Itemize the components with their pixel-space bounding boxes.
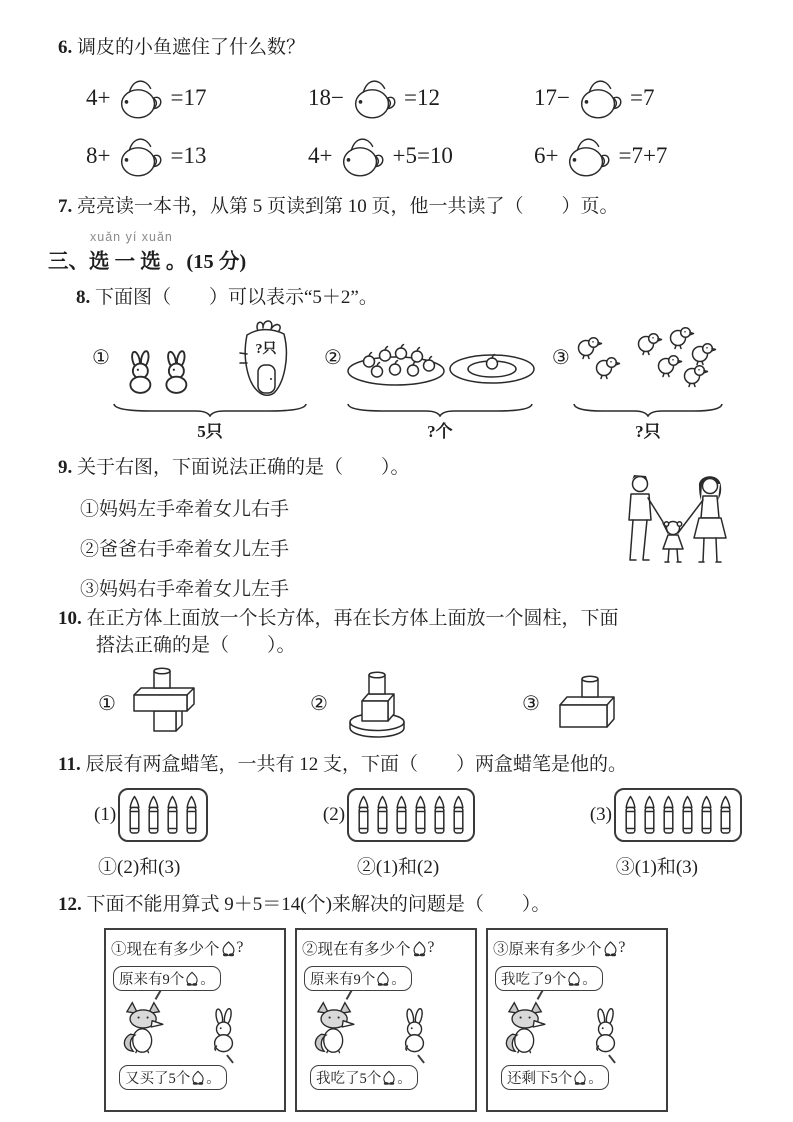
fish-equations [86,75,745,179]
fish-equation-4 [86,133,308,179]
q8-option-3-picture [572,319,724,442]
q8-option-1 [92,319,308,442]
peach-icon [566,971,582,986]
question-12-title [58,891,745,918]
bubble-text: 原来有9个 [119,972,185,988]
question-10-text-line2: 搭法正确的是（ ）。 [96,635,296,656]
bubble-text: 原来有9个 [310,972,376,988]
equation-right: =12 [403,85,440,110]
crayon-box-2-contents [356,795,466,835]
crayon-icon [680,795,695,835]
q10-option-2-label: ② [310,692,328,715]
daughter-figure [663,522,684,563]
heading-text: ②现在有多少个 [302,941,411,958]
peach-icon [602,940,619,957]
fox-icon [501,1000,551,1054]
peach-icon [381,1070,397,1085]
question-7-title [58,193,745,220]
question-12-number: 12. [58,894,82,915]
crayon-icon [623,795,638,835]
crayon-icon [127,795,142,835]
question-12-panels [104,928,745,1112]
speech-tail [417,1054,425,1063]
bubble-text: 我吃了9个 [501,972,567,988]
q11-option-3: ③(1)和(3) [615,857,698,878]
rabbit-icon [209,1008,239,1054]
crayon-icon [451,795,466,835]
bubble-text: 还剩下5个 [507,1071,573,1087]
q10-option-2 [310,665,522,741]
q12-panel-3 [486,928,668,1112]
fish-equation-5 [308,133,534,179]
section-3-pinyin: xuǎn yí xuǎn [90,230,173,244]
q12-panel-3-animals [501,1000,661,1054]
equation-right: =7+7 [618,143,668,168]
q9-option-3: ③妈妈右手牵着女儿左手 [80,579,290,600]
fox-icon [119,1000,169,1054]
question-12 [58,891,745,1112]
father-figure [629,475,663,560]
question-8-number: 8. [76,287,91,308]
q12-panel-2-bottom-bubble [310,1065,418,1090]
peach-icon [220,940,237,957]
q8-option-2 [324,319,536,442]
crayon-box-2 [323,788,475,842]
crayon-icon [184,795,199,835]
bubble-period: 。 [200,972,215,988]
crayon-icon [356,795,371,835]
q12-panel-2 [295,928,477,1112]
question-8-title [76,284,745,311]
q9-option-1: ①妈妈左手牵着女儿右手 [80,499,290,520]
equation-right: =7 [629,85,655,110]
crayon-icon [146,795,161,835]
rabbits-and-carrot-house-image [112,319,308,401]
heading-question-mark: ? [427,939,435,956]
q11-option-1: ①(2)和(3) [98,857,181,878]
q12-panel-1-animals [119,1000,279,1054]
question-8 [58,284,745,442]
q8-option-1-label: ① [92,347,110,369]
disk-cube-cylinder-stack-image [330,665,426,741]
equation-right: =17 [170,85,207,110]
question-11-answer-options [98,852,698,879]
crayon-box [614,788,742,842]
q8-option-1-caption: 5只 [197,422,223,441]
equation-left: 18− [308,85,344,110]
rabbit-icon [400,1008,430,1054]
crayon-icon [718,795,733,835]
q8-option-2-picture [344,319,536,442]
equation-left: 17− [534,85,570,110]
fish-icon [346,75,402,121]
heading-text: ③原来有多少个 [493,941,602,958]
chicks-image [572,319,724,401]
bubble-period: 。 [391,972,406,988]
crayon-icon [375,795,390,835]
bubble-period: 。 [582,972,597,988]
question-9-left [58,454,615,601]
question-9 [58,454,745,601]
family-holding-hands-image [615,470,733,592]
bubble-period: 。 [588,1071,603,1087]
heading-question-mark: ? [236,939,244,956]
crayon-box-3 [590,788,742,842]
q12-panel-1-heading [111,937,279,959]
speech-tail [537,990,544,1000]
peach-icon [184,971,200,986]
question-9-title [58,454,615,481]
crayon-box-2-label: (2) [322,804,346,825]
carrot-house-label: ?只 [255,342,277,357]
crayon-icon [661,795,676,835]
q12-panel-1 [104,928,286,1112]
bubble-period: 。 [397,1071,412,1087]
q12-panel-2-top-bubble [304,966,412,991]
crayon-box [347,788,475,842]
question-9-text: 关于右图，下面说法正确的是（ ）。 [77,457,410,478]
question-8-text: 下面图（ ）可以表示“5＋2”。 [95,287,378,308]
cuboid-cylinder-stack-image [542,665,638,741]
section-3-title: 三、选 一 选 。(15 分) [48,251,247,273]
question-6-number: 6. [58,37,73,58]
question-10-number: 10. [58,608,82,629]
fish-equation-6 [534,133,745,179]
question-11-number: 11. [58,754,81,775]
question-6-title [58,34,745,61]
rabbit-icon [130,350,150,392]
q12-panel-3-bottom-bubble [501,1065,609,1090]
question-7 [58,193,745,220]
crayon-icon [432,795,447,835]
q8-option-1-picture [112,319,308,442]
crayon-box-3-contents [623,795,733,835]
apple-plates-image [344,319,536,401]
equation-left: 4+ [86,85,111,110]
fish-icon [334,133,390,179]
q10-option-1-label: ① [98,692,116,715]
crayon-icon [413,795,428,835]
crayon-box-1-contents [127,795,199,835]
fish-equation-3 [534,75,745,121]
rabbit-icon [591,1008,621,1054]
q10-option-3-label: ③ [522,692,540,715]
heading-text: ①现在有多少个 [111,941,220,958]
fish-equation-2 [308,75,534,121]
bubble-period: 。 [206,1071,221,1087]
fish-icon [112,133,168,179]
question-12-text: 下面不能用算式 9＋5＝14(个)来解决的问题是（ ）。 [86,894,551,915]
question-10 [58,605,745,741]
question-10-options [98,665,745,741]
crayon-icon [165,795,180,835]
equation-left: 8+ [86,143,111,168]
speech-tail [226,1054,234,1063]
q12-panel-3-heading [493,937,661,959]
q8-option-3-label: ③ [551,347,570,369]
peach-icon [190,1070,206,1085]
crayon-box [118,788,208,842]
equation-left: 6+ [534,143,559,168]
heading-question-mark: ? [618,939,626,956]
fish-icon [112,75,168,121]
question-11 [58,751,745,879]
plate-with-one-apple-icon [450,355,534,384]
q12-panel-2-heading [302,937,470,959]
q12-panel-1-bottom-bubble [119,1065,227,1090]
under-brace [572,401,724,417]
crayon-icon [642,795,657,835]
crayon-box-3-label: (3) [589,804,612,825]
under-brace [346,401,534,417]
q8-option-3-caption: ?只 [635,422,661,441]
bubble-text: 我吃了5个 [316,1071,382,1087]
q12-panel-1-top-bubble [113,966,221,991]
question-10-text-line1: 在正方体上面放一个长方体，再在长方体上面放一个圆柱，下面 [86,608,619,629]
equation-left: 4+ [308,143,333,168]
question-7-number: 7. [58,196,73,217]
q8-option-2-label: ② [323,347,342,369]
cube-cuboid-cylinder-stack-image [118,665,214,741]
section-3-header [48,230,745,274]
equation-right: +5=10 [392,143,453,168]
peach-icon [375,971,391,986]
question-10-title [58,605,745,632]
peach-icon [572,1070,588,1085]
question-6-text: 调皮的小鱼遮住了什么数？ [77,37,306,58]
carrot-house-icon [240,321,286,395]
crayon-icon [699,795,714,835]
speech-tail [346,990,353,1000]
crayon-icon [394,795,409,835]
q10-option-3 [522,665,734,741]
q11-option-2: ②(1)和(2) [356,857,440,878]
q8-option-3 [552,319,724,442]
question-11-title [58,751,745,778]
question-9-number: 9. [58,457,73,478]
crayon-box-1-label: (1) [94,804,117,825]
fish-equation-1 [86,75,308,121]
question-6 [58,34,745,179]
q9-option-2: ②爸爸右手牵着女儿左手 [80,539,290,560]
bubble-text: 又买了5个 [125,1071,191,1087]
fish-icon [560,133,616,179]
rabbit-icon [166,350,186,392]
mother-figure [684,476,726,562]
q8-option-2-caption: ?个 [427,422,453,441]
fish-icon [572,75,628,121]
peach-icon [411,940,428,957]
question-7-text: 亮亮读一本书，从第 5 页读到第 10 页，他一共读了（ ）页。 [77,196,619,217]
q12-panel-2-animals [310,1000,470,1054]
equation-right: =13 [170,143,207,168]
crayon-boxes-row [94,788,742,842]
crayon-box-1 [94,788,208,842]
q10-option-1 [98,665,310,741]
speech-tail [155,990,162,1000]
question-11-text: 辰辰有两盒蜡笔，一共有 12 支，下面（ ）两盒蜡笔是他的。 [85,754,627,775]
under-brace [112,401,308,417]
q12-panel-3-top-bubble [495,966,603,991]
fox-icon [310,1000,360,1054]
question-8-options [92,319,745,442]
speech-tail [608,1054,616,1063]
